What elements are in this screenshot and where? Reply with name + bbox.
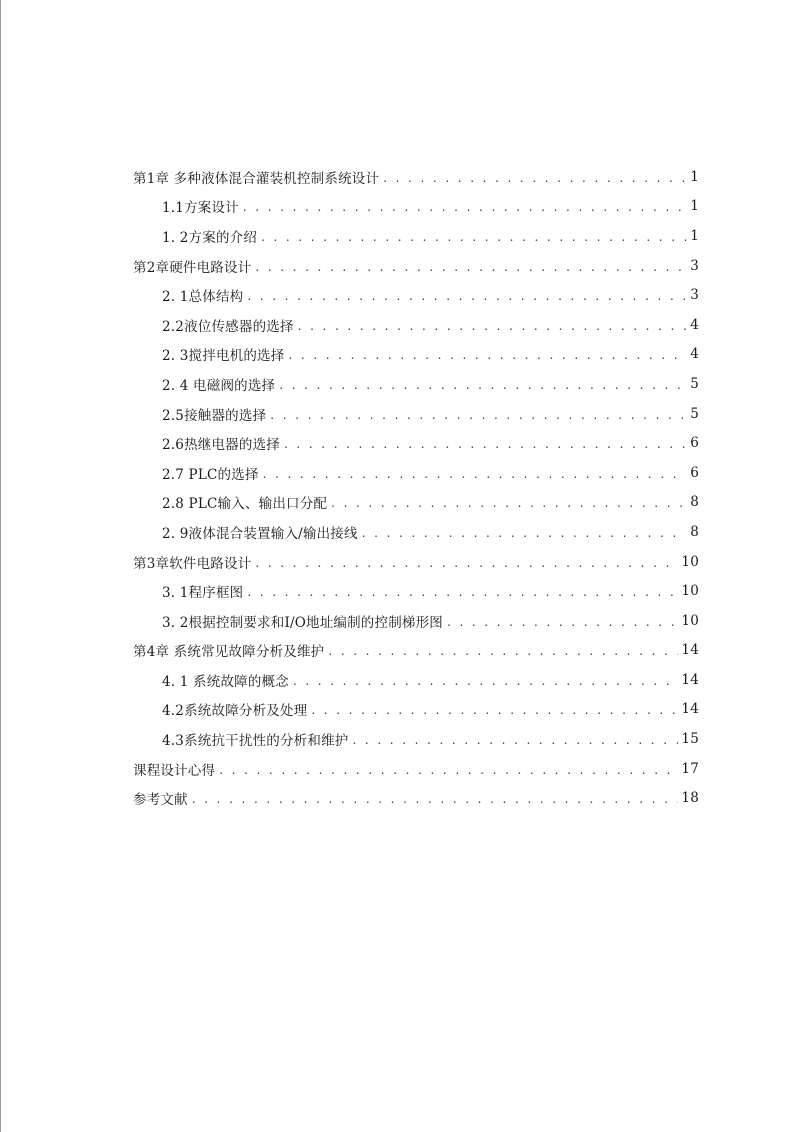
- toc-entry-page: 4: [690, 346, 699, 363]
- toc-entry[interactable]: [133, 251, 699, 281]
- toc-entry-page: 1: [690, 227, 699, 244]
- toc-entry-page: 4: [690, 316, 699, 333]
- toc-leader-dots: [270, 409, 686, 421]
- toc-leader-dots: [247, 586, 678, 598]
- toc-entry[interactable]: [133, 547, 699, 577]
- toc-leader-dots: [383, 172, 686, 184]
- toc-entry-page: 8: [690, 494, 699, 511]
- toc-entry-label: 2. 3搅拌电机的选择: [162, 348, 285, 365]
- toc-entry-page: 17: [681, 760, 699, 777]
- toc-entry-label: 2.7 PLC的选择: [162, 466, 259, 483]
- toc-leader-dots: [447, 616, 678, 628]
- toc-entry[interactable]: [133, 428, 699, 458]
- toc-entry-page: 14: [681, 701, 699, 718]
- toc-entry-label: 4.3系统抗干扰性的分析和维护: [162, 733, 349, 750]
- toc-leader-dots: [279, 379, 686, 391]
- toc-entry-label: 第1章 多种液体混合灌装机控制系统设计: [133, 170, 380, 187]
- toc-entry[interactable]: [133, 221, 699, 251]
- page-border-left: [0, 0, 1, 1132]
- toc-entry-label: 4. 1 系统故障的概念: [162, 673, 289, 690]
- toc-leader-dots: [255, 261, 686, 273]
- toc-entry-page: 5: [690, 405, 699, 422]
- toc-entry[interactable]: [133, 754, 699, 784]
- toc-entry-page: 6: [690, 435, 699, 452]
- toc-entry[interactable]: [133, 695, 699, 725]
- toc-entry-label: 1.1方案设计: [162, 200, 239, 217]
- toc-entry-label: 2. 9液体混合装置输入/输出接线: [162, 525, 358, 542]
- toc-entry-page: 14: [681, 671, 699, 688]
- toc-leader-dots: [192, 793, 679, 805]
- toc-entry[interactable]: [133, 280, 699, 310]
- toc-entry[interactable]: [133, 636, 699, 666]
- toc-leader-dots: [352, 734, 678, 746]
- toc-entry-label: 3. 2根据控制要求和I/O地址编制的控制梯形图: [162, 614, 444, 631]
- toc-entry-label: 参考文献: [133, 792, 188, 809]
- toc-entry[interactable]: [133, 606, 699, 636]
- toc-entry[interactable]: [133, 162, 699, 192]
- toc-entry[interactable]: [133, 665, 699, 695]
- toc-entry[interactable]: [133, 517, 699, 547]
- toc-entry[interactable]: [133, 576, 699, 606]
- toc-entry[interactable]: [133, 724, 699, 754]
- toc-entry-page: 3: [690, 287, 699, 304]
- toc-entry[interactable]: [133, 310, 699, 340]
- toc-entry-label: 第3章软件电路设计: [133, 555, 252, 572]
- toc-entry-label: 2.2液位传感器的选择: [162, 318, 294, 335]
- toc-entry-label: 1. 2方案的介绍: [162, 229, 258, 246]
- toc-leader-dots: [311, 704, 678, 716]
- toc-leader-dots: [284, 438, 686, 450]
- toc-leader-dots: [288, 349, 686, 361]
- toc-leader-dots: [293, 675, 678, 687]
- toc-leader-dots: [331, 497, 686, 509]
- toc-entry[interactable]: [133, 340, 699, 370]
- toc-entry[interactable]: [133, 192, 699, 222]
- toc-entry-label: 第4章 系统常见故障分析及维护: [133, 644, 325, 661]
- toc-entry-page: 15: [681, 731, 699, 748]
- toc-entry[interactable]: [133, 369, 699, 399]
- toc-entry-page: 5: [690, 375, 699, 392]
- toc-leader-dots: [247, 290, 686, 302]
- toc-entry-page: 10: [681, 583, 699, 600]
- toc-entry-label: 课程设计心得: [133, 762, 216, 779]
- toc-entry-page: 10: [681, 553, 699, 570]
- toc-entry-page: 14: [681, 642, 699, 659]
- toc-entry-label: 2.6热继电器的选择: [162, 437, 280, 454]
- table-of-contents: [133, 162, 699, 813]
- toc-entry-label: 3. 1程序框图: [162, 585, 244, 602]
- toc-leader-dots: [255, 557, 678, 569]
- toc-entry-label: 2. 1总体结构: [162, 289, 244, 306]
- toc-entry-label: 2.5接触器的选择: [162, 407, 267, 424]
- toc-entry[interactable]: [133, 783, 699, 813]
- toc-leader-dots: [243, 201, 686, 213]
- toc-entry-page: 3: [690, 257, 699, 274]
- toc-entry-label: 4.2系统故障分析及处理: [162, 703, 308, 720]
- toc-entry-page: 18: [681, 790, 699, 807]
- toc-entry-label: 第2章硬件电路设计: [133, 259, 252, 276]
- toc-entry[interactable]: [133, 488, 699, 518]
- toc-leader-dots: [328, 645, 678, 657]
- toc-leader-dots: [362, 527, 686, 539]
- toc-leader-dots: [219, 764, 678, 776]
- toc-entry[interactable]: [133, 458, 699, 488]
- toc-leader-dots: [298, 320, 686, 332]
- toc-entry-page: 6: [690, 464, 699, 481]
- toc-entry-label: 2.8 PLC输入、输出口分配: [162, 496, 328, 513]
- toc-leader-dots: [263, 468, 686, 480]
- toc-entry-page: 1: [690, 198, 699, 215]
- toc-entry-page: 8: [690, 523, 699, 540]
- toc-entry-page: 10: [681, 612, 699, 629]
- toc-entry[interactable]: [133, 399, 699, 429]
- toc-entry-page: 1: [690, 168, 699, 185]
- toc-leader-dots: [261, 231, 686, 243]
- toc-entry-label: 2. 4 电磁阀的选择: [162, 377, 276, 394]
